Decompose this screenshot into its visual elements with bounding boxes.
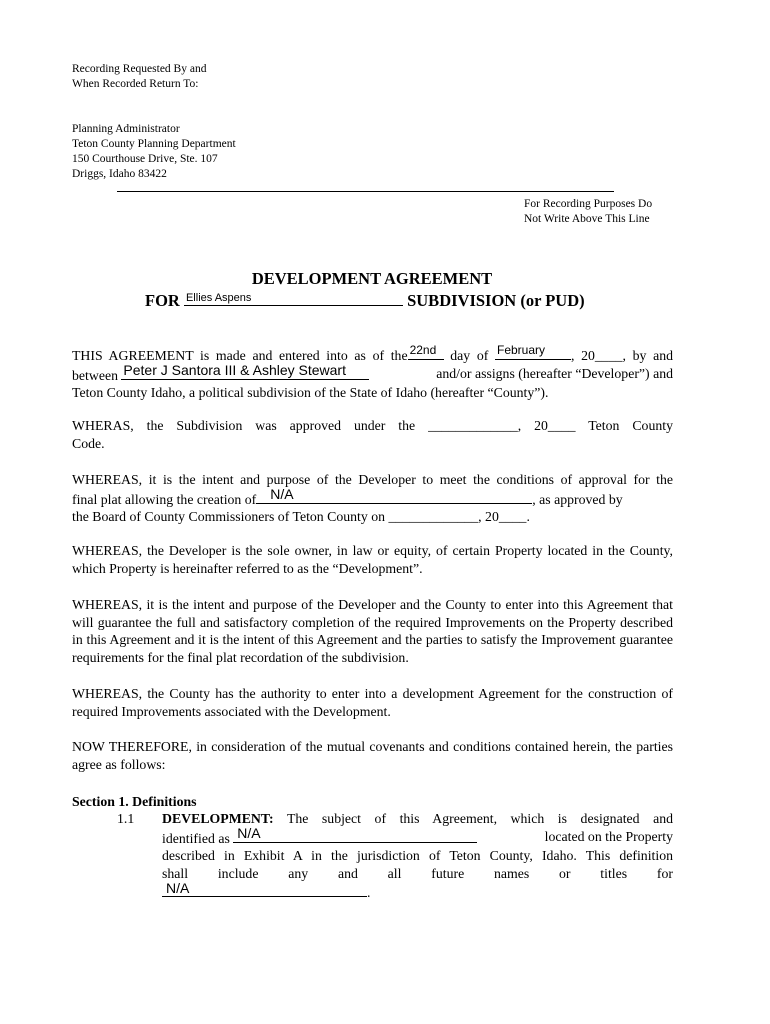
day-value: 22nd: [409, 343, 437, 358]
month-value: February: [497, 343, 546, 358]
development-definition: [162, 810, 673, 902]
plat-text-4: the Board of County Commissioners of Teton County on _____________, 20____.: [72, 509, 530, 525]
recording-requested-block: [72, 62, 206, 92]
plat-text-1: WHEREAS, it is the intent and purpose of the Developer to meet the conditions of approval for the: [72, 472, 673, 487]
intro-text-4: between: [72, 367, 118, 383]
developer-name-value: Peter J Santora III & Ashley Stewart: [123, 362, 346, 378]
subdivision-title-line: [145, 290, 585, 311]
recording-note-1: For Recording Purposes Do: [524, 198, 653, 210]
subdivision-approval-paragraph: [72, 417, 673, 452]
definition-term: DEVELOPMENT:: [162, 811, 274, 826]
now-therefore-paragraph: NOW THEREFORE, in consideration of the mutual covenants and conditions contained herein, the parties agree as follows:: [72, 739, 673, 772]
plat-text-2: final plat allowing the creation of: [72, 491, 257, 507]
return-address-block: [72, 122, 236, 182]
ownership-paragraph: WHEREAS, the Developer is the sole owner, in law or equity, of certain Property located in the County, which Property is hereinafter referred to as the “Development”.: [72, 543, 673, 576]
agreement-intro-paragraph: [72, 345, 673, 402]
address-line-1: Planning Administrator: [72, 123, 180, 135]
definition-text-3: located on the Property: [544, 828, 673, 844]
section-1-heading: Section 1. Definitions: [72, 794, 197, 809]
intro-text-3: , 20____, by and: [571, 348, 673, 363]
designation-value: N/A: [237, 825, 261, 841]
definition-text-4: described in Exhibit A in the jurisdiction of Teton County, Idaho. This definition: [162, 848, 673, 864]
plat-text-3: , as approved by: [532, 491, 623, 507]
authority-paragraph: WHEREAS, the County has the authority to enter into a development Agreement for the construction of required Improvements associated with the Development.: [72, 686, 673, 719]
approval-text-2: Code.: [72, 435, 105, 451]
address-line-4: Driggs, Idaho 83422: [72, 168, 167, 180]
intent-paragraph: WHEREAS, it is the intent and purpose of the Developer and the County to enter into this Agreement that will guarantee the full and satisfactory completion of the required Improvements on the Property described in this Agreement and it is the intent of this Agreement and the parties to satisfy the Improvement guarantee requirements for the final plat recordation of the subdivision.: [72, 597, 673, 665]
lots-field[interactable]: [256, 486, 532, 504]
for-label: FOR: [145, 291, 180, 310]
approval-text-1: WHERAS, the Subdivision was approved under the _____________, 20____ Teton County: [72, 418, 673, 433]
intro-text-2: day of: [450, 348, 489, 363]
recording-divider: [117, 191, 614, 192]
developer-name-field[interactable]: [121, 362, 369, 380]
definition-number: 1.1: [117, 811, 135, 826]
intro-text-6: Teton County Idaho, a political subdivision of the State of Idaho (hereafter “County”).: [72, 385, 549, 401]
address-line-3: 150 Courthouse Drive, Ste. 107: [72, 153, 218, 165]
document-title: DEVELOPMENT AGREEMENT: [251, 269, 493, 288]
address-line-2: Teton County Planning Department: [72, 138, 236, 150]
recording-line-1: Recording Requested By and: [72, 63, 207, 75]
future-name-field[interactable]: [162, 879, 367, 897]
definition-text-6: .: [367, 885, 371, 901]
recording-note-2: Not Write Above This Line: [524, 213, 650, 225]
subdivision-name-field[interactable]: [184, 290, 403, 306]
day-field[interactable]: [408, 345, 444, 360]
subdivision-name-value: Ellies Aspens: [185, 292, 252, 304]
intro-text-5: and/or assigns (hereafter “Developer”) and: [436, 365, 673, 381]
lots-value: N/A: [270, 486, 294, 502]
designation-field[interactable]: [233, 825, 477, 843]
month-field[interactable]: [495, 345, 571, 360]
final-plat-paragraph: [72, 471, 673, 526]
definition-text-1: The subject of this Agreement, which is designated and: [286, 811, 674, 826]
recording-purposes-note: [524, 197, 652, 227]
future-name-value: N/A: [166, 879, 190, 896]
recording-line-2: When Recorded Return To:: [72, 78, 199, 90]
intro-text-1: THIS AGREEMENT is made and entered into as of the: [72, 348, 408, 363]
subdivision-suffix: SUBDIVISION (or PUD): [407, 291, 585, 310]
definition-text-5: shall include any and all future names or titles for: [162, 865, 673, 881]
definition-text-2: identified as: [162, 830, 230, 846]
